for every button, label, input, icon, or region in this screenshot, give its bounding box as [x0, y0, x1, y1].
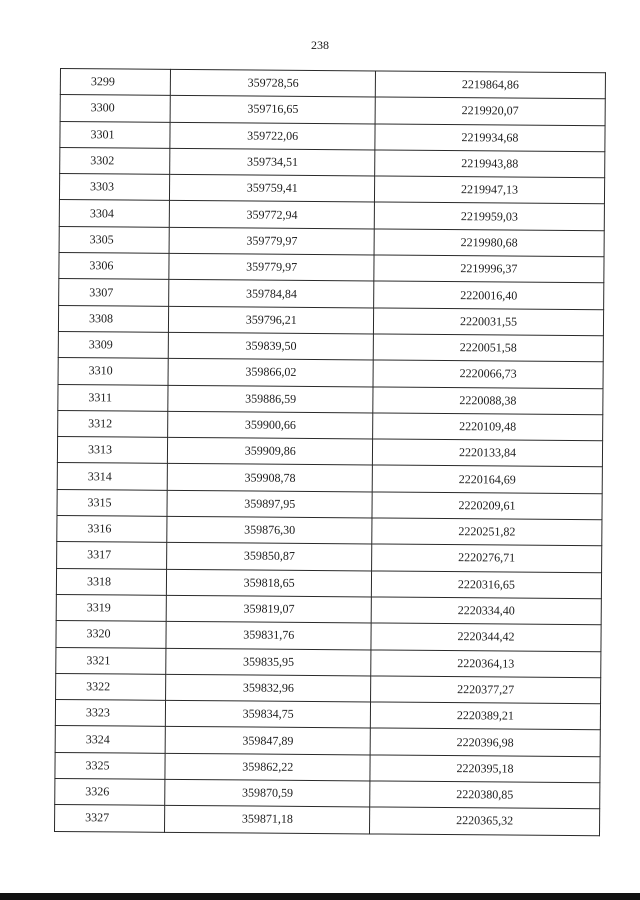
point-number-cell: 3316 [57, 516, 168, 543]
x-coordinate-cell: 359818,65 [167, 569, 372, 597]
point-number-cell: 3302 [60, 147, 171, 174]
x-coordinate-cell: 359772,94 [170, 201, 375, 229]
table-row [55, 805, 600, 836]
y-coordinate-cell: 2220389,21 [370, 702, 600, 730]
point-number-cell: 3309 [58, 331, 169, 358]
point-number-cell: 3310 [58, 358, 169, 385]
x-coordinate-cell: 359908,78 [168, 464, 373, 492]
y-coordinate-cell: 2220133,84 [372, 439, 602, 467]
y-coordinate-cell: 2219996,37 [374, 255, 604, 283]
point-number-cell: 3300 [60, 95, 171, 122]
x-coordinate-cell: 359847,89 [166, 727, 371, 755]
y-coordinate-cell: 2220016,40 [374, 281, 604, 309]
x-coordinate-cell: 359796,21 [169, 306, 374, 334]
y-coordinate-cell: 2219980,68 [374, 229, 604, 257]
x-coordinate-cell: 359759,41 [170, 175, 375, 203]
coordinates-table-body [55, 69, 606, 836]
point-number-cell: 3305 [59, 226, 170, 253]
y-coordinate-cell: 2220109,48 [373, 413, 603, 441]
x-coordinate-cell: 359850,87 [167, 543, 372, 571]
point-number-cell: 3326 [55, 778, 166, 805]
y-coordinate-cell: 2220396,98 [370, 728, 600, 756]
point-number-cell: 3313 [57, 437, 168, 464]
y-coordinate-cell: 2220316,65 [371, 571, 601, 599]
point-number-cell: 3320 [56, 621, 167, 648]
x-coordinate-cell: 359835,95 [166, 648, 371, 676]
point-number-cell: 3318 [56, 568, 167, 595]
y-coordinate-cell: 2219943,88 [375, 150, 605, 178]
y-coordinate-cell: 2219947,13 [374, 176, 604, 204]
x-coordinate-cell: 359870,59 [165, 779, 370, 807]
x-coordinate-cell: 359900,66 [168, 411, 373, 439]
y-coordinate-cell: 2219864,86 [375, 71, 605, 99]
y-coordinate-cell: 2219959,03 [374, 202, 604, 230]
y-coordinate-cell: 2219920,07 [375, 97, 605, 125]
x-coordinate-cell: 359831,76 [166, 622, 371, 650]
x-coordinate-cell: 359909,86 [168, 438, 373, 466]
point-number-cell: 3308 [58, 305, 169, 332]
x-coordinate-cell: 359834,75 [166, 700, 371, 728]
y-coordinate-cell: 2220251,82 [372, 518, 602, 546]
x-coordinate-cell: 359862,22 [165, 753, 370, 781]
point-number-cell: 3315 [57, 489, 168, 516]
y-coordinate-cell: 2220276,71 [372, 544, 602, 572]
scan-bottom-edge [0, 893, 640, 900]
y-coordinate-cell: 2220380,85 [370, 781, 600, 809]
point-number-cell: 3299 [60, 69, 171, 96]
point-number-cell: 3304 [59, 200, 170, 227]
point-number-cell: 3322 [56, 673, 167, 700]
point-number-cell: 3324 [55, 726, 166, 753]
y-coordinate-cell: 2220395,18 [370, 755, 600, 783]
coordinates-table [54, 68, 606, 836]
x-coordinate-cell: 359876,30 [167, 516, 372, 544]
y-coordinate-cell: 2220364,13 [371, 649, 601, 677]
point-number-cell: 3325 [55, 752, 166, 779]
x-coordinate-cell: 359897,95 [167, 490, 372, 518]
page-number: 238 [311, 38, 329, 52]
y-coordinate-cell: 2220344,42 [371, 623, 601, 651]
x-coordinate-cell: 359871,18 [165, 806, 370, 834]
y-coordinate-cell: 2220164,69 [372, 465, 602, 493]
x-coordinate-cell: 359779,97 [169, 253, 374, 281]
y-coordinate-cell: 2220365,32 [370, 807, 600, 835]
point-number-cell: 3317 [57, 542, 168, 569]
y-coordinate-cell: 2220051,58 [373, 334, 603, 362]
x-coordinate-cell: 359734,51 [170, 148, 375, 176]
x-coordinate-cell: 359722,06 [170, 122, 375, 150]
x-coordinate-cell: 359886,59 [168, 385, 373, 413]
x-coordinate-cell: 359716,65 [171, 96, 376, 124]
point-number-cell: 3321 [56, 647, 167, 674]
point-number-cell: 3319 [56, 594, 167, 621]
y-coordinate-cell: 2220066,73 [373, 360, 603, 388]
x-coordinate-cell: 359784,84 [169, 280, 374, 308]
x-coordinate-cell: 359728,56 [171, 69, 376, 97]
point-number-cell: 3303 [59, 174, 170, 201]
point-number-cell: 3323 [55, 700, 166, 727]
point-number-cell: 3301 [60, 121, 171, 148]
y-coordinate-cell: 2220334,40 [371, 597, 601, 625]
y-coordinate-cell: 2220031,55 [373, 308, 603, 336]
point-number-cell: 3314 [57, 463, 168, 490]
x-coordinate-cell: 359866,02 [168, 359, 373, 387]
y-coordinate-cell: 2220088,38 [373, 387, 603, 415]
x-coordinate-cell: 359832,96 [166, 674, 371, 702]
y-coordinate-cell: 2219934,68 [375, 124, 605, 152]
point-number-cell: 3327 [55, 805, 166, 832]
point-number-cell: 3312 [58, 410, 169, 437]
y-coordinate-cell: 2220209,61 [372, 492, 602, 520]
x-coordinate-cell: 359839,50 [169, 332, 374, 360]
point-number-cell: 3311 [58, 384, 169, 411]
x-coordinate-cell: 359779,97 [170, 227, 375, 255]
y-coordinate-cell: 2220377,27 [371, 676, 601, 704]
point-number-cell: 3306 [59, 253, 170, 280]
x-coordinate-cell: 359819,07 [167, 595, 372, 623]
point-number-cell: 3307 [59, 279, 170, 306]
